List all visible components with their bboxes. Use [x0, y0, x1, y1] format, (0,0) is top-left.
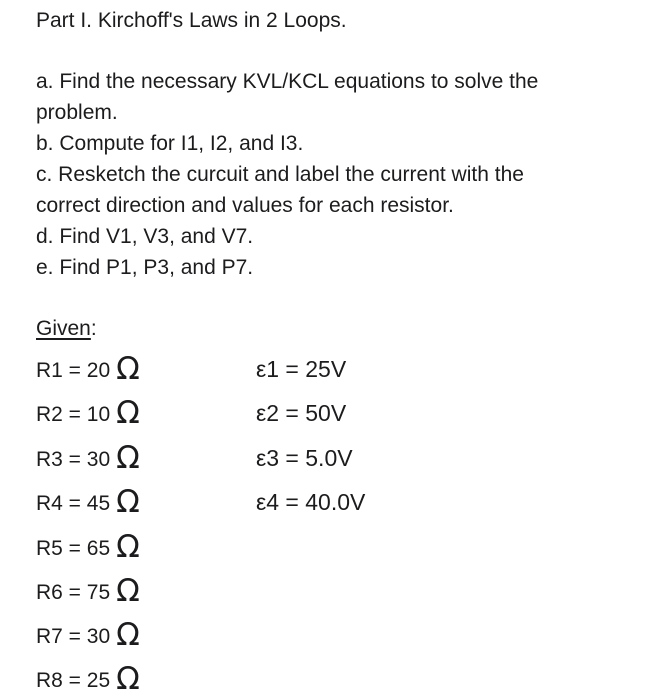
- omega-symbol: Ω: [116, 573, 140, 609]
- omega-symbol: Ω: [116, 395, 140, 431]
- emf-e4: ε4 = 40.0V: [256, 489, 366, 515]
- resistor-r7: [36, 618, 140, 652]
- omega-symbol: Ω: [116, 661, 140, 697]
- resistor-value: R4 = 45: [36, 492, 111, 515]
- resistor-value: R6 = 75: [36, 581, 111, 604]
- task-line: d. Find V1, V3, and V7.: [36, 225, 254, 248]
- resistor-value: R8 = 25: [36, 669, 111, 692]
- resistor-r6: [36, 574, 140, 608]
- resistor-value: R3 = 30: [36, 448, 111, 471]
- resistor-value: R5 = 65: [36, 537, 111, 560]
- given-label: Given: [36, 317, 91, 340]
- problem-title: Part I. Kirchoff's Laws in 2 Loops.: [36, 9, 347, 32]
- resistor-r5: [36, 530, 140, 564]
- resistor-r3: [36, 441, 140, 475]
- omega-symbol: Ω: [116, 440, 140, 476]
- task-line: a. Find the necessary KVL/KCL equations to solve the: [36, 70, 539, 93]
- task-list: [36, 66, 626, 283]
- omega-symbol: Ω: [116, 351, 140, 387]
- omega-symbol: Ω: [116, 529, 140, 565]
- task-line: e. Find P1, P3, and P7.: [36, 256, 254, 279]
- task-line: correct direction and values for each resistor.: [36, 194, 454, 217]
- resistor-r4: [36, 485, 140, 519]
- resistor-r1: [36, 352, 140, 386]
- resistor-value: R2 = 10: [36, 403, 111, 426]
- resistor-r2: [36, 396, 140, 430]
- emf-e2: ε2 = 50V: [256, 400, 347, 426]
- given-colon: :: [90, 317, 97, 340]
- resistor-value: R1 = 20: [36, 359, 111, 382]
- omega-symbol: Ω: [116, 484, 140, 520]
- task-line: c. Resketch the curcuit and label the current with the: [36, 163, 524, 186]
- task-line: problem.: [36, 101, 118, 124]
- emf-e3: ε3 = 5.0V: [256, 445, 353, 471]
- task-line: b. Compute for I1, I2, and I3.: [36, 132, 304, 155]
- resistor-r8: [36, 662, 140, 696]
- emf-e1: ε1 = 25V: [256, 356, 347, 382]
- resistor-value: R7 = 30: [36, 625, 111, 648]
- given-heading: [36, 316, 97, 342]
- omega-symbol: Ω: [116, 617, 140, 653]
